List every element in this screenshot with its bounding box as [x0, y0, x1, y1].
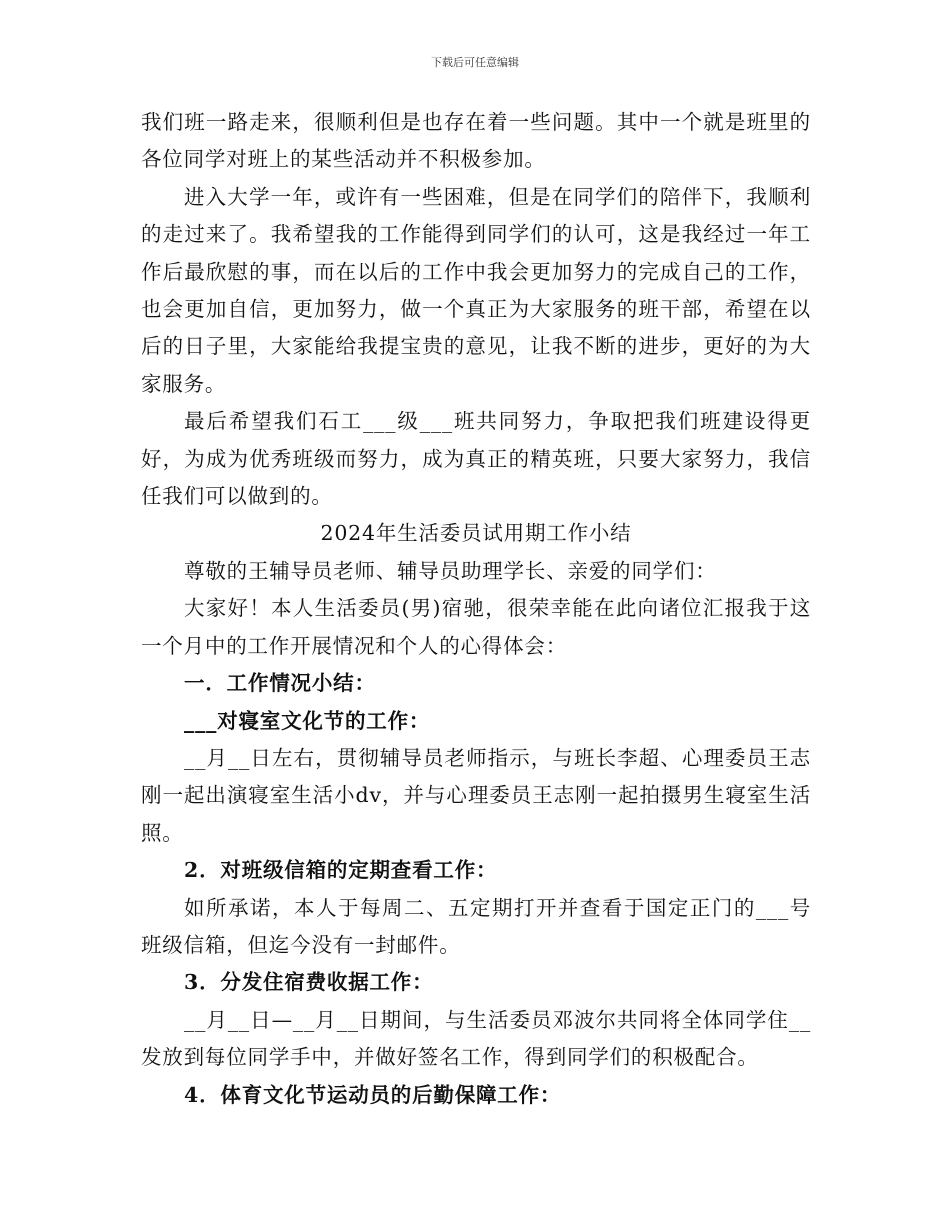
heading-sports-logistics: 4．体育文化节运动员的后勤保障工作： [184, 1082, 562, 1107]
heading-dorm-festival: ___对寝室文化节的工作： [184, 708, 431, 733]
paragraph-closing-hope: 最后希望我们石工___级___班共同努力，争取把我们班建设得更好，为成为优秀班级而努力，成为真正的精英班，只要大家努力，我信任我们可以做到的。 [141, 409, 811, 509]
document-body [141, 104, 811, 1114]
section-title: 2024年生活委员试用期工作小结 [320, 521, 632, 546]
paragraph-intro: 大家好！本人生活委员(男)宿驰，很荣幸能在此向诸位汇报我于这一个月中的工作开展情况和个人的心得体会： [141, 596, 811, 658]
paragraph-dorm-festival: __月__日左右，贯彻辅导员老师指示，与班长李超、心理委员王志刚一起出演寝室生活小dv，并与心理委员王志刚一起拍摄男生寝室生活照。 [141, 745, 811, 845]
paragraph-receipts: __月__日—__月__日期间，与生活委员邓波尔共同将全体同学住__发放到每位同学手中，并做好签名工作，得到同学们的积极配合。 [141, 1007, 811, 1070]
paragraph-class-issues: 我们班一路走来，很顺利但是也存在着一些问题。其中一个就是班里的各位同学对班上的某些活动并不积极参加。 [141, 110, 811, 172]
salutation: 尊敬的王辅导员老师、辅导员助理学长、亲爱的同学们： [184, 558, 717, 583]
paragraph-mailbox: 如所承诺，本人于每周二、五定期打开并查看于国定正门的___号班级信箱，但迄今没有一封邮件。 [141, 895, 811, 957]
heading-mailbox: 2．对班级信箱的定期查看工作： [184, 858, 498, 883]
heading-receipts: 3．分发住宿费收据工作： [184, 970, 434, 995]
page-header: 下载后可任意编辑 [431, 56, 519, 69]
heading-work-summary: 一．工作情况小结： [184, 671, 376, 696]
paragraph-first-year: 进入大学一年，或许有一些困难，但是在同学们的陪伴下，我顺利的走过来了。我希望我的工作能得到同学们的认可，这是我经过一年工作后最欣慰的事，而在以后的工作中我会更加努力的完成自己的工作，也会更加自信，更加努力，做一个真正为大家服务的班干部，希望在以后的日子里，大家能给我提宝贵的意见，让我不断的进步，更好的为大家服务。 [141, 184, 811, 396]
